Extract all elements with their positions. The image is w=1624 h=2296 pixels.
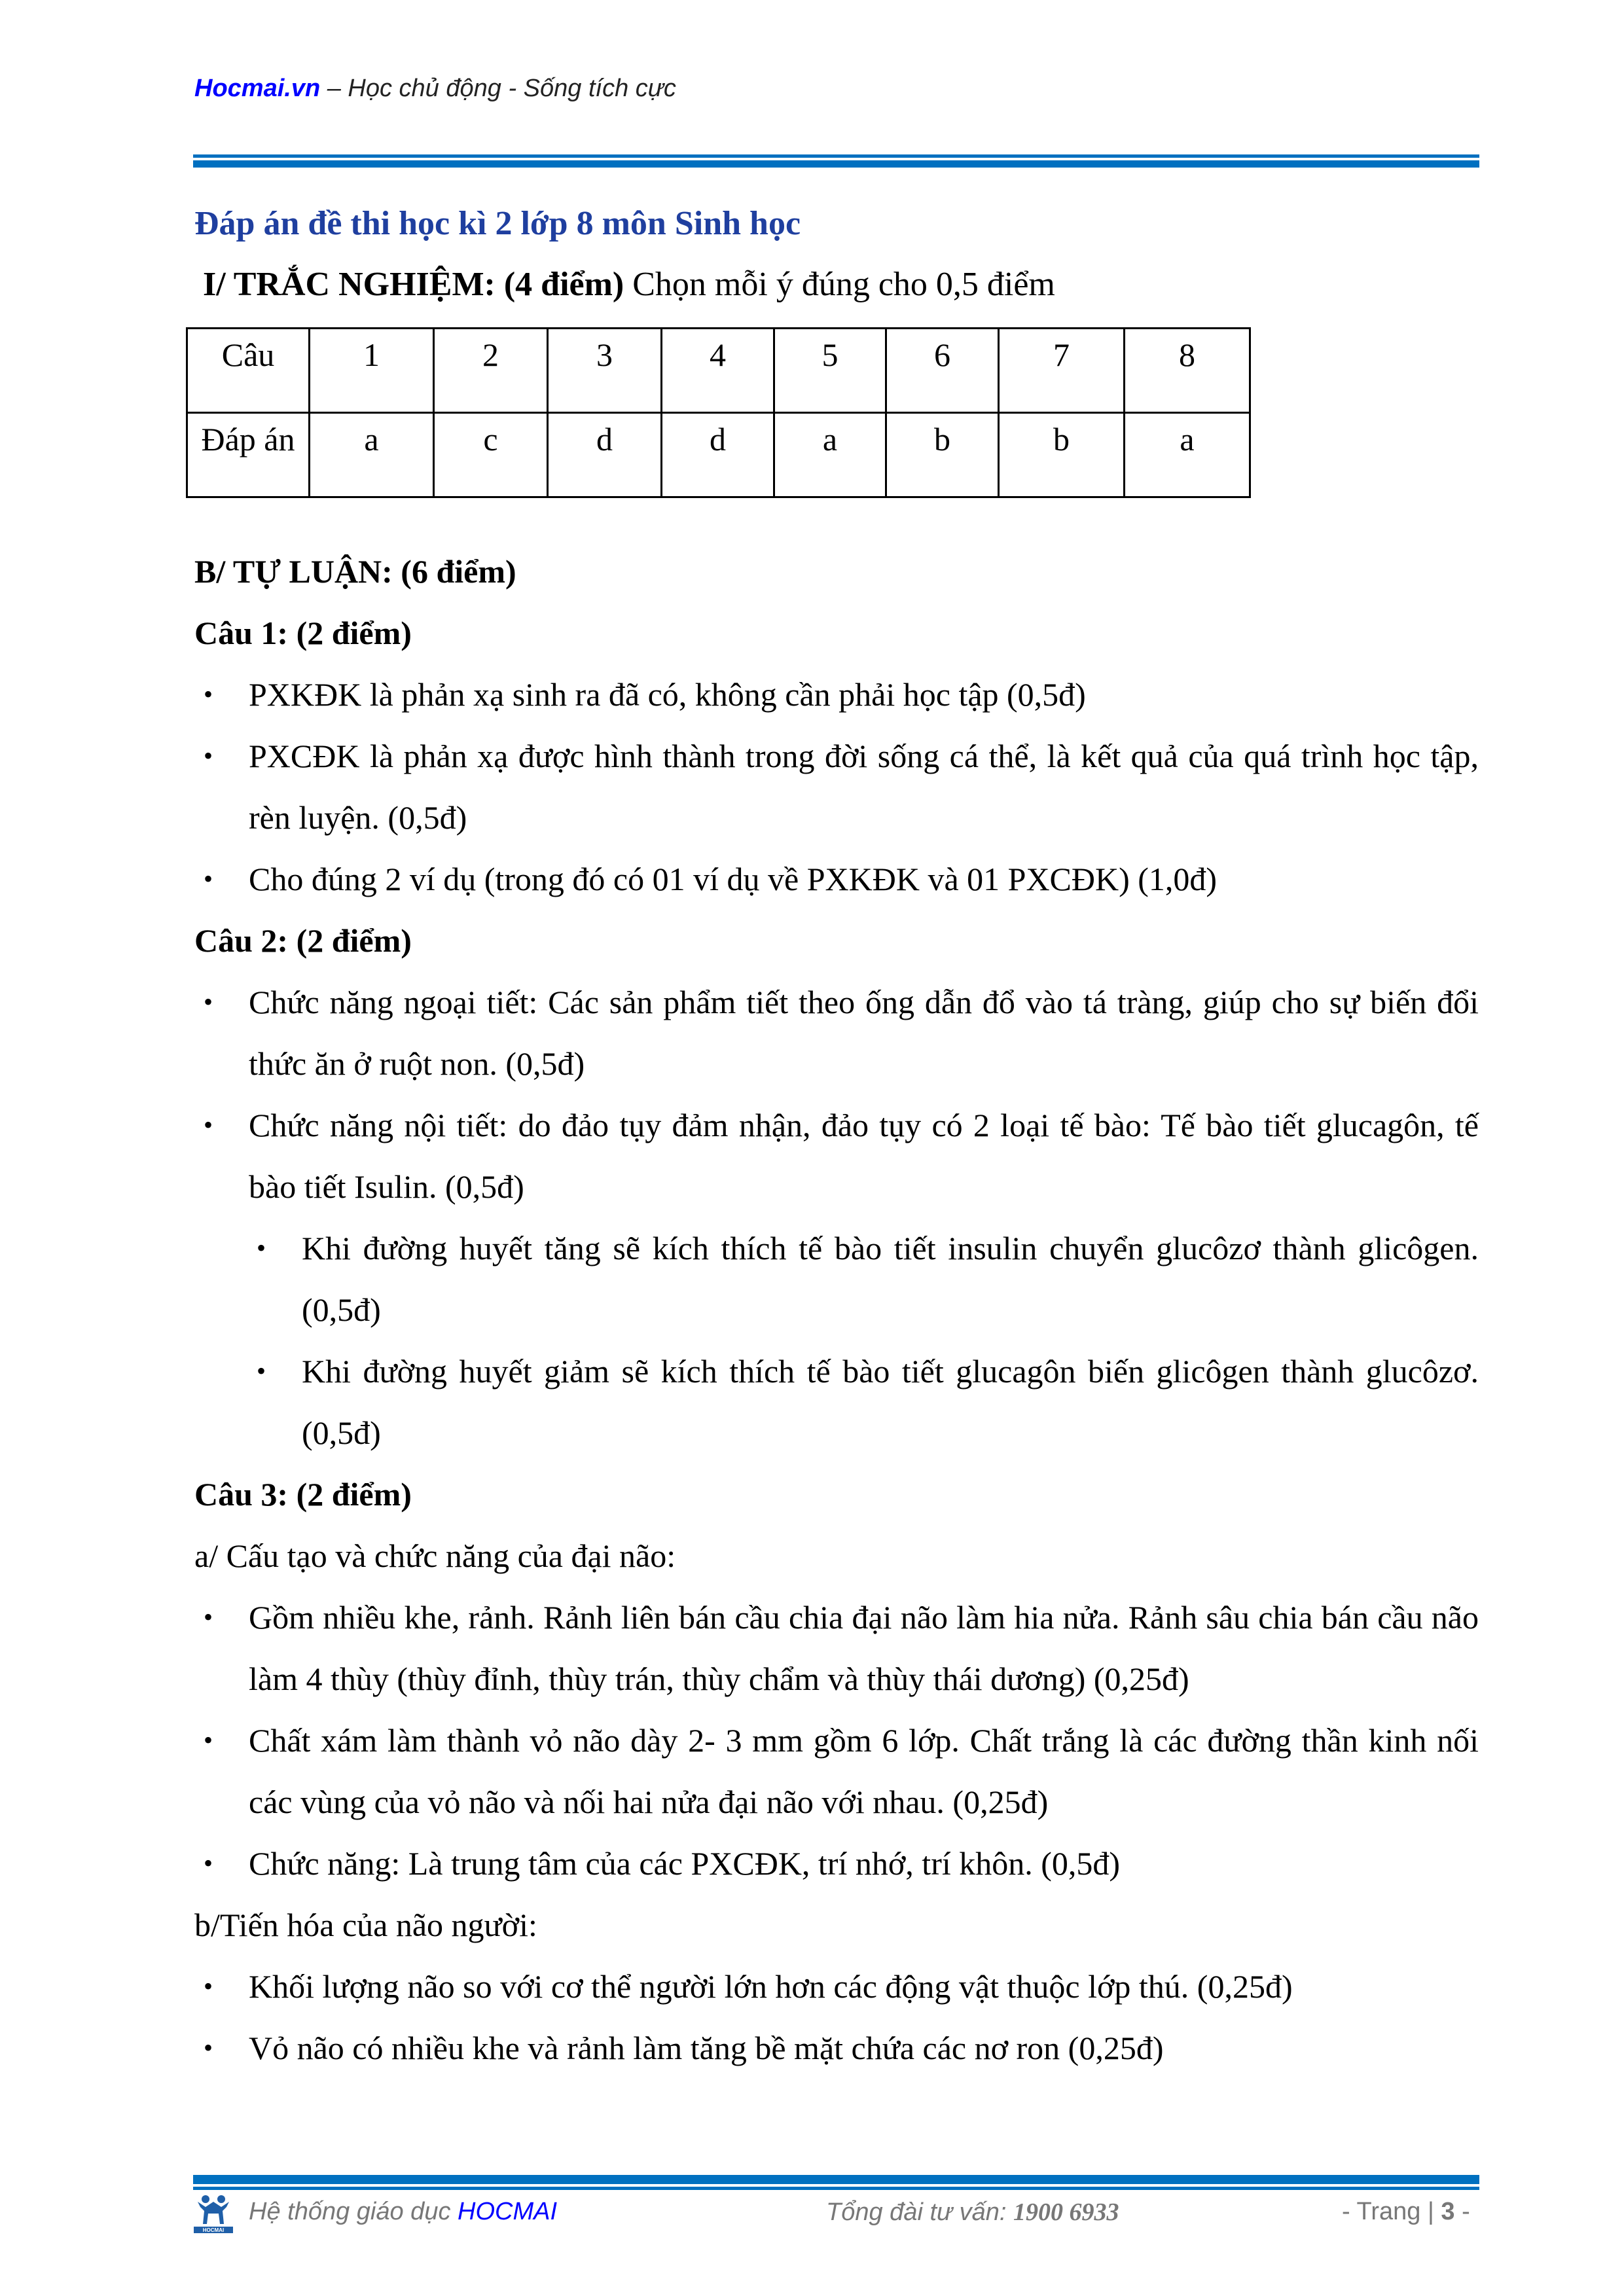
- table-cell: d: [662, 413, 774, 497]
- list-item: • Khối lượng não so với cơ thể người lớn hơn các động vật thuộc lớp thú. (0,25đ): [194, 1956, 1479, 2017]
- table-cell: a: [1125, 413, 1250, 497]
- q3-heading: Câu 3: (2 điểm): [194, 1476, 412, 1513]
- q3a-heading: a/ Cấu tạo và chức năng của đại não:: [194, 1537, 676, 1574]
- table-cell: 1: [310, 329, 434, 413]
- footer-divider-thin: [193, 2187, 1479, 2190]
- page-prefix: - Trang |: [1342, 2198, 1441, 2225]
- svg-text:HOCMAI: HOCMAI: [202, 2227, 225, 2233]
- row-label: Câu: [187, 329, 310, 413]
- footer-system-label: Hệ thống giáo dục: [249, 2198, 458, 2225]
- page-number: [1342, 2198, 1470, 2226]
- page-header: [194, 73, 676, 103]
- answer-table: [186, 327, 1251, 498]
- table-cell: a: [774, 413, 886, 497]
- table-cell: a: [310, 413, 434, 497]
- table-cell: 8: [1125, 329, 1250, 413]
- q3b-heading: b/Tiến hóa của não người:: [194, 1907, 537, 1943]
- list-item: • Chức năng ngoại tiết: Các sản phẩm tiết theo ống dẫn đổ vào tá tràng, giúp cho sự biến đổi thức ăn ở ruột non. (0,5đ): [194, 971, 1479, 1094]
- table-cell: 3: [548, 329, 662, 413]
- row-label: Đáp án: [187, 413, 310, 497]
- list-item: • Vỏ não có nhiều khe và rảnh làm tăng bề mặt chứa các nơ ron (0,25đ): [194, 2017, 1479, 2079]
- table-cell: b: [886, 413, 999, 497]
- header-brand: Hocmai.vn: [194, 75, 321, 102]
- part1-note: Chọn mỗi ý đúng cho 0,5 điểm: [624, 266, 1055, 303]
- list-item: • Cho đúng 2 ví dụ (trong đó có 01 ví dụ về PXKĐK và 01 PXCĐK) (1,0đ): [194, 848, 1479, 910]
- q3b-list: [194, 1956, 1479, 2079]
- q2-sublist: [194, 1217, 1479, 1463]
- part2-heading: B/ TỰ LUẬN: (6 điểm): [194, 553, 516, 590]
- header-divider-thick: [193, 160, 1479, 168]
- list-item: • Gồm nhiều khe, rảnh. Rảnh liên bán cầu chia đại não làm hia nửa. Rảnh sâu chia bán cầu não làm 4 thùy (thùy đỉnh, thùy trán, thùy chẩm và thùy thái dương) (0,25đ): [194, 1587, 1479, 1710]
- footer-hotline-number: 1900 6933: [1013, 2198, 1119, 2226]
- footer-divider-thick: [193, 2175, 1479, 2184]
- hocmai-logo-icon: [194, 2193, 233, 2233]
- list-item: • Chất xám làm thành vỏ não dày 2- 3 mm gồm 6 lớp. Chất trắng là các đường thần kinh nối các vùng của vỏ não và nối hai nửa đại não với nhau. (0,25đ): [194, 1710, 1479, 1833]
- list-item: • Chức năng: Là trung tâm của các PXCĐK, trí nhớ, trí khôn. (0,5đ): [194, 1833, 1479, 1894]
- table-row-questions: [187, 329, 1250, 413]
- q1-list: [194, 664, 1479, 910]
- q1-heading: Câu 1: (2 điểm): [194, 615, 412, 651]
- table-cell: 4: [662, 329, 774, 413]
- list-item: • PXCĐK là phản xạ được hình thành trong đời sống cá thể, là kết quả của quá trình học tập, rèn luyện. (0,5đ): [194, 725, 1479, 848]
- footer-hotline-label: Tổng đài tư vấn:: [826, 2198, 1014, 2226]
- header-slogan: – Học chủ động - Sống tích cực: [320, 75, 676, 102]
- list-item: • Khi đường huyết giảm sẽ kích thích tế bào tiết glucagôn biến glicôgen thành glucôzơ. (0,5đ): [194, 1340, 1479, 1463]
- list-item: • Khi đường huyết tăng sẽ kích thích tế bào tiết insulin chuyển glucôzơ thành glicôgen. (0,5đ): [194, 1217, 1479, 1340]
- list-item: • Chức năng nội tiết: do đảo tụy đảm nhận, đảo tụy có 2 loại tế bào: Tế bào tiết glucagôn, tế bào tiết Isulin. (0,5đ): [194, 1094, 1479, 1217]
- q2-heading: Câu 2: (2 điểm): [194, 922, 412, 959]
- part1-heading: [203, 265, 1055, 304]
- table-cell: 7: [999, 329, 1125, 413]
- table-cell: c: [434, 413, 548, 497]
- table-cell: b: [999, 413, 1125, 497]
- q2-list: [194, 971, 1479, 1217]
- footer-system: [249, 2198, 557, 2226]
- table-cell: 6: [886, 329, 999, 413]
- part1-title: I/ TRẮC NGHIỆM: (4 điểm): [203, 266, 624, 303]
- q3a-list: [194, 1587, 1479, 1894]
- document-title: Đáp án đề thi học kì 2 lớp 8 môn Sinh học: [194, 205, 801, 242]
- table-row-answers: [187, 413, 1250, 497]
- header-divider-thin: [193, 154, 1479, 158]
- table-cell: 5: [774, 329, 886, 413]
- page-suffix: -: [1454, 2198, 1470, 2225]
- table-cell: d: [548, 413, 662, 497]
- footer-hotline: [826, 2198, 1119, 2227]
- list-item: • PXKĐK là phản xạ sinh ra đã có, không cần phải học tập (0,5đ): [194, 664, 1479, 725]
- table-cell: 2: [434, 329, 548, 413]
- footer-system-name: HOCMAI: [458, 2198, 558, 2225]
- essay-section: [194, 541, 1479, 2079]
- page-number-value: 3: [1441, 2198, 1455, 2225]
